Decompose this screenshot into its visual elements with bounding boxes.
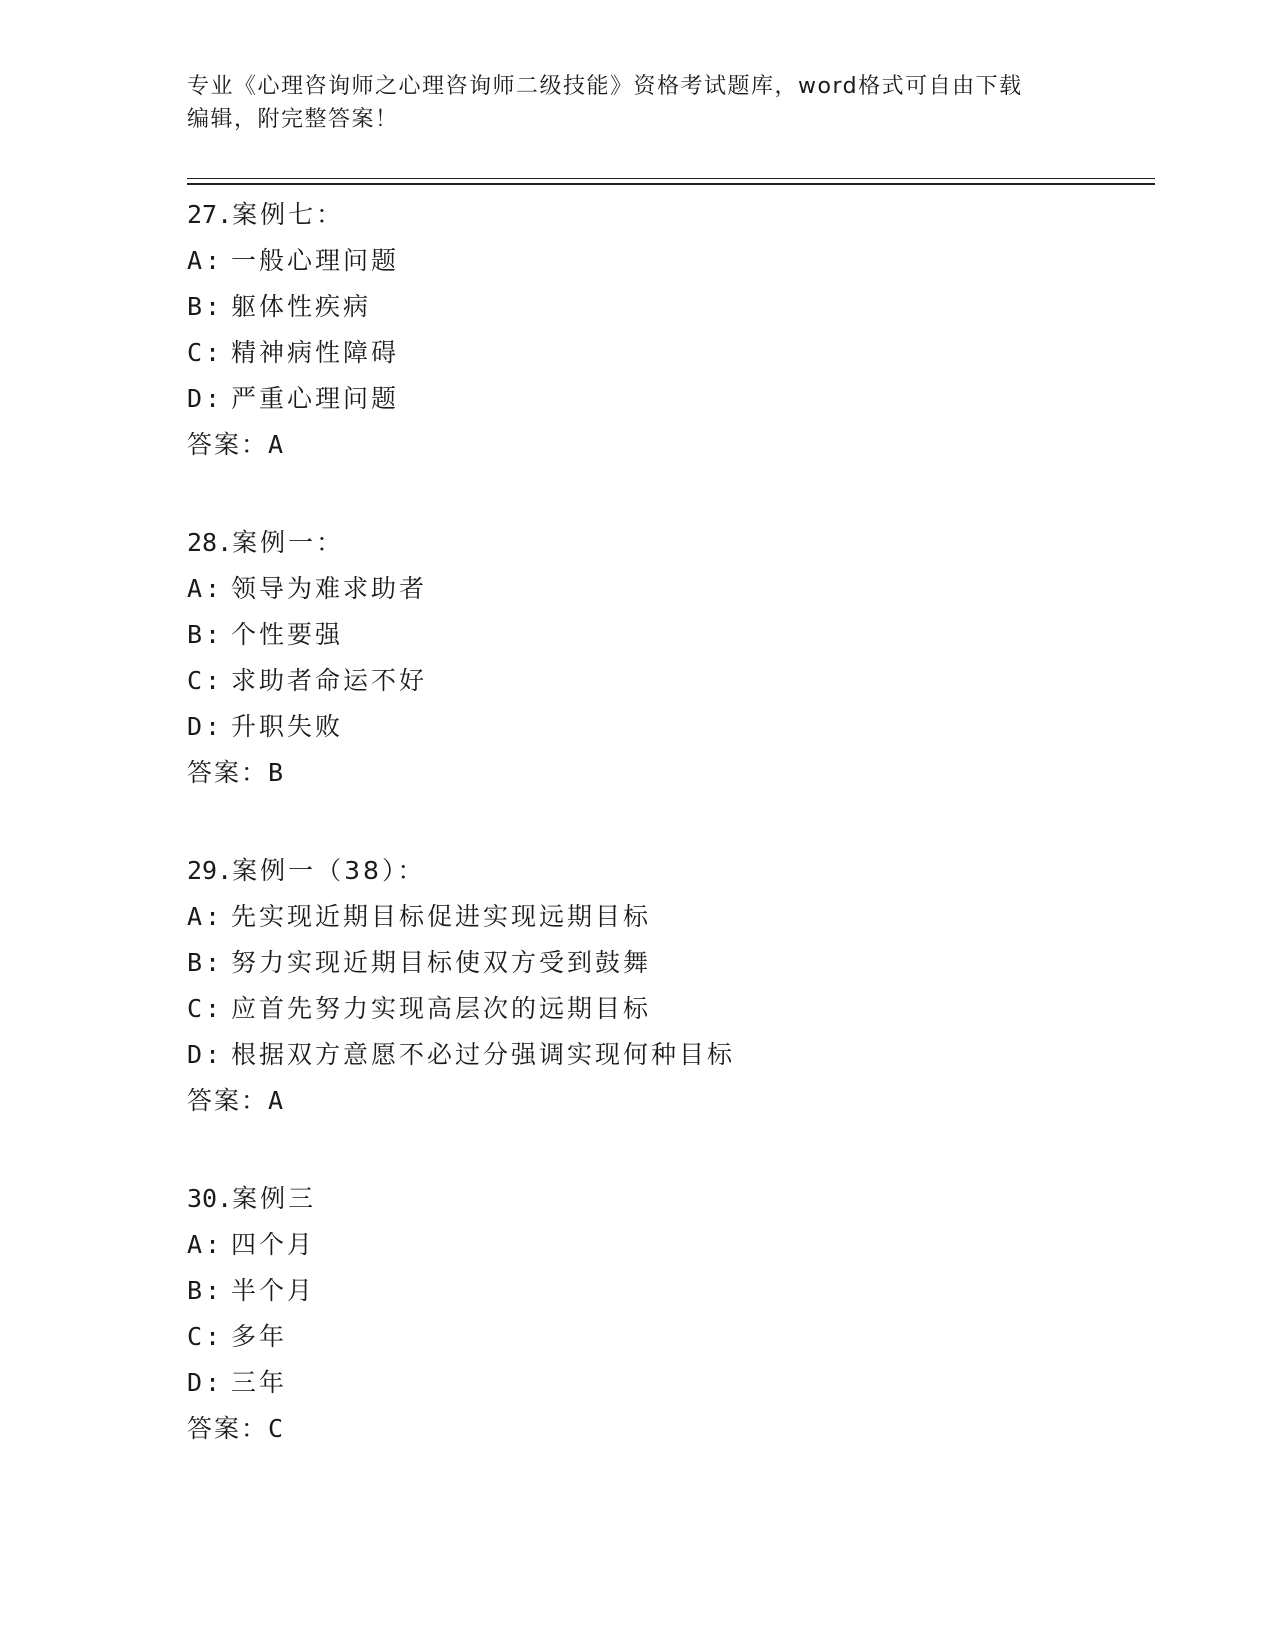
- answer-label: 答案：: [187, 430, 269, 459]
- option-key: A:: [187, 246, 224, 275]
- option-key: C:: [187, 1322, 224, 1351]
- question-list: [187, 192, 1147, 1504]
- question-text: 案例七：: [232, 200, 345, 229]
- option-text: 根据双方意愿不必过分强调实现何种目标: [231, 1040, 736, 1069]
- document-header: [187, 70, 1087, 136]
- option-a: [187, 238, 1147, 284]
- option-text: 一般心理问题: [231, 246, 400, 275]
- option-d: [187, 1032, 1147, 1078]
- header-line-1: 专业《心理咨询师之心理咨询师二级技能》资格考试题库，word格式可自由下载: [187, 74, 1023, 99]
- header-divider-thick: [187, 183, 1155, 185]
- header-line-2: 编辑，附完整答案！: [187, 107, 399, 132]
- option-text: 严重心理问题: [231, 384, 400, 413]
- answer-label: 答案：: [187, 1086, 269, 1115]
- option-c: [187, 658, 1147, 704]
- question-30: [187, 1176, 1147, 1452]
- option-key: B:: [187, 292, 224, 321]
- option-key: A:: [187, 574, 224, 603]
- answer-label: 答案：: [187, 1414, 269, 1443]
- answer-value: A: [268, 1086, 286, 1115]
- answer-value: A: [268, 430, 286, 459]
- option-key: C:: [187, 994, 224, 1023]
- option-text: 三年: [231, 1368, 288, 1397]
- option-key: A:: [187, 902, 224, 931]
- option-d: [187, 704, 1147, 750]
- option-d: [187, 376, 1147, 422]
- option-a: [187, 566, 1147, 612]
- question-text: 案例三: [232, 1184, 317, 1213]
- question-title: [187, 848, 1147, 894]
- option-a: [187, 1222, 1147, 1268]
- question-title: [187, 520, 1147, 566]
- option-text: 先实现近期目标促进实现远期目标: [231, 902, 652, 931]
- answer-line: [187, 750, 1147, 796]
- option-text: 应首先努力实现高层次的远期目标: [231, 994, 652, 1023]
- option-text: 四个月: [231, 1230, 316, 1259]
- option-a: [187, 894, 1147, 940]
- question-text: 案例一：: [232, 528, 345, 557]
- option-b: [187, 284, 1147, 330]
- option-c: [187, 1314, 1147, 1360]
- option-key: A:: [187, 1230, 224, 1259]
- option-key: B:: [187, 1276, 224, 1305]
- question-title: [187, 1176, 1147, 1222]
- question-29: [187, 848, 1147, 1124]
- option-text: 躯体性疾病: [231, 292, 372, 321]
- option-text: 个性要强: [231, 620, 344, 649]
- option-key: D:: [187, 1040, 224, 1069]
- answer-value: C: [268, 1414, 286, 1443]
- option-text: 求助者命运不好: [231, 666, 428, 695]
- option-key: D:: [187, 384, 224, 413]
- option-key: C:: [187, 338, 224, 367]
- option-b: [187, 1268, 1147, 1314]
- question-number: 29.: [187, 856, 233, 885]
- option-text: 领导为难求助者: [231, 574, 428, 603]
- question-28: [187, 520, 1147, 796]
- option-d: [187, 1360, 1147, 1406]
- answer-label: 答案：: [187, 758, 269, 787]
- option-key: B:: [187, 620, 224, 649]
- option-b: [187, 612, 1147, 658]
- question-27: [187, 192, 1147, 468]
- option-key: D:: [187, 712, 224, 741]
- option-text: 半个月: [231, 1276, 316, 1305]
- answer-line: [187, 1406, 1147, 1452]
- option-key: C:: [187, 666, 224, 695]
- option-text: 精神病性障碍: [231, 338, 400, 367]
- option-text: 升职失败: [231, 712, 344, 741]
- option-key: B:: [187, 948, 224, 977]
- option-key: D:: [187, 1368, 224, 1397]
- answer-line: [187, 422, 1147, 468]
- answer-line: [187, 1078, 1147, 1124]
- question-number: 30.: [187, 1184, 233, 1213]
- question-number: 28.: [187, 528, 233, 557]
- option-text: 多年: [231, 1322, 288, 1351]
- option-c: [187, 330, 1147, 376]
- option-b: [187, 940, 1147, 986]
- question-number: 27.: [187, 200, 233, 229]
- answer-value: B: [268, 758, 286, 787]
- option-text: 努力实现近期目标使双方受到鼓舞: [231, 948, 652, 977]
- header-divider-thin: [187, 178, 1155, 179]
- question-text: 案例一（38）：: [232, 856, 426, 885]
- question-title: [187, 192, 1147, 238]
- option-c: [187, 986, 1147, 1032]
